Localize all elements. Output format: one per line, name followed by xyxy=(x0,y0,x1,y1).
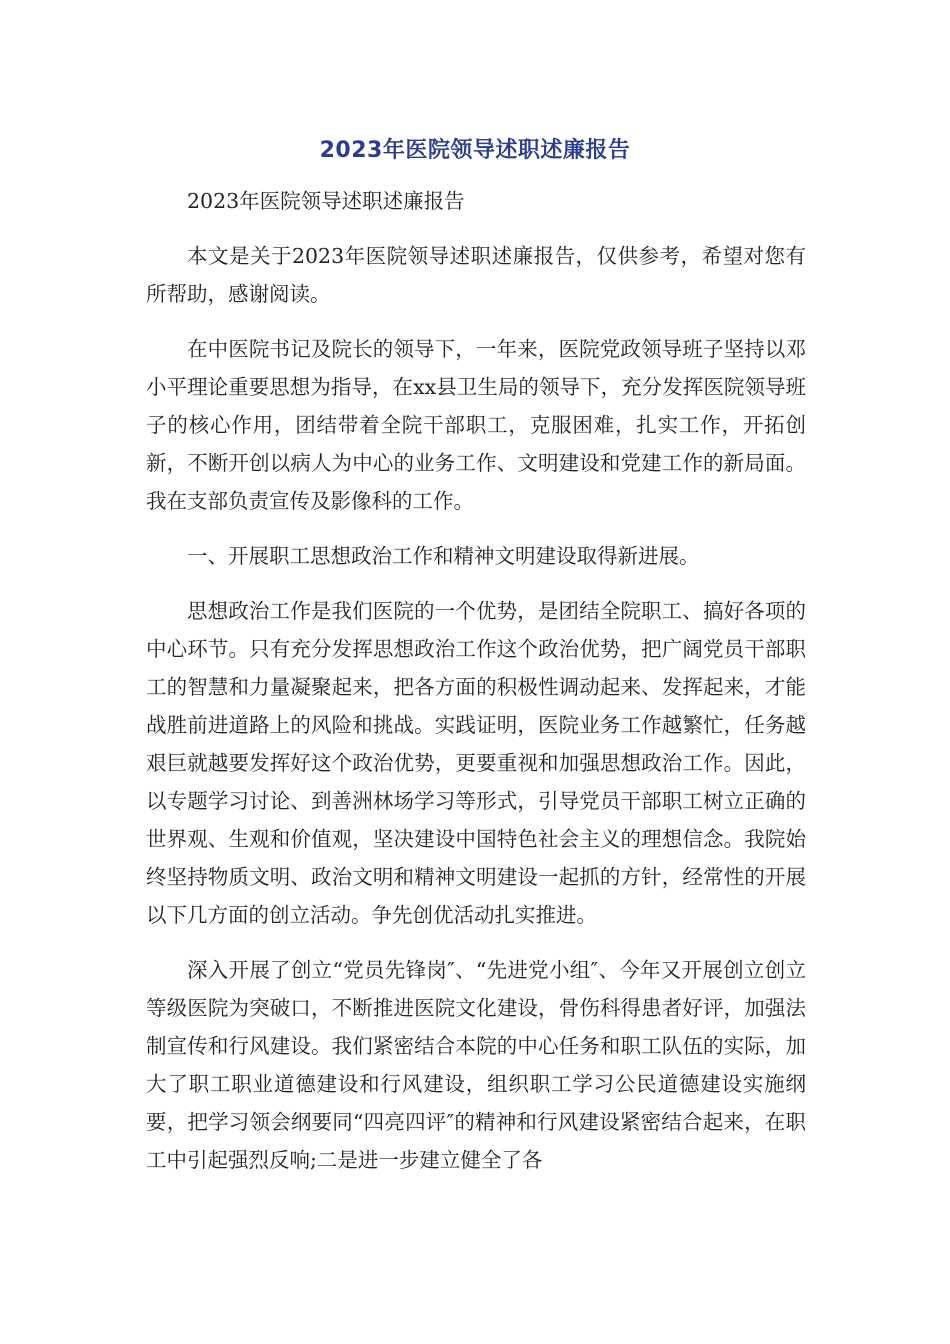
paragraph-intro: 本文是关于2023年医院领导述职述廉报告，仅供参考，希望对您有所帮助，感谢阅读。 xyxy=(146,244,806,306)
document-title: 2023年医院领导述职述廉报告 xyxy=(319,138,631,163)
section-heading-1: 一、开展职工思想政治工作和精神文明建设取得新进展。 xyxy=(187,544,700,568)
paragraph-activities: 深入开展了创立“党员先锋岗″、“先进党小组″、今年又开展创立创立等级医院为突破口，不断推进医院文化建设，骨伤科得患者好评，加强法制宣传和行风建设。我们紧密结合本院的中心任务和职工队伍的实际，加大了职工职业道德建设和行风建设，组织职工学习公民道德建设实施纲要，把学习领会纲要同“四亮四评″的精神和行风建设紧密结合起来，在职工中引起强烈反响;二是进一步建立健全了各 xyxy=(146,958,806,1172)
document-body xyxy=(146,182,806,1196)
document-subtitle: 2023年医院领导述职述廉报告 xyxy=(187,189,465,213)
paragraph-political-work: 思想政治工作是我们医院的一个优势，是团结全院职工、搞好各项的中心环节。只有充分发挥思想政治工作这个政治优势，把广阔党员干部职工的智慧和力量凝聚起来，把各方面的积极性调动起来、发挥起来，才能战胜前进道路上的风险和挑战。实践证明，医院业务工作越繁忙，任务越艰巨就越要发挥好这个政治优势，更要重视和加强思想政治工作。因此，以专题学习讨论、到善洲林场学习等形式，引导党员干部职工树立正确的世界观、生观和价值观，坚决建设中国特色社会主义的理想信念。我院始终坚持物质文明、政治文明和精神文明建设一起抓的方针，经常性的开展以下几方面的创立活动。争先创优活动扎实推进。 xyxy=(146,599,806,927)
paragraph-overview: 在中医院书记及院长的领导下，一年来，医院党政领导班子坚持以邓小平理论重要思想为指导，在xx县卫生局的领导下，充分发挥医院领导班子的核心作用，团结带着全院干部职工，克服困难，扎实工作，开拓创新，不断开创以病人为中心的业务工作、文明建设和党建工作的新局面。我在支部负责宣传及影像科的工作。 xyxy=(146,337,806,513)
